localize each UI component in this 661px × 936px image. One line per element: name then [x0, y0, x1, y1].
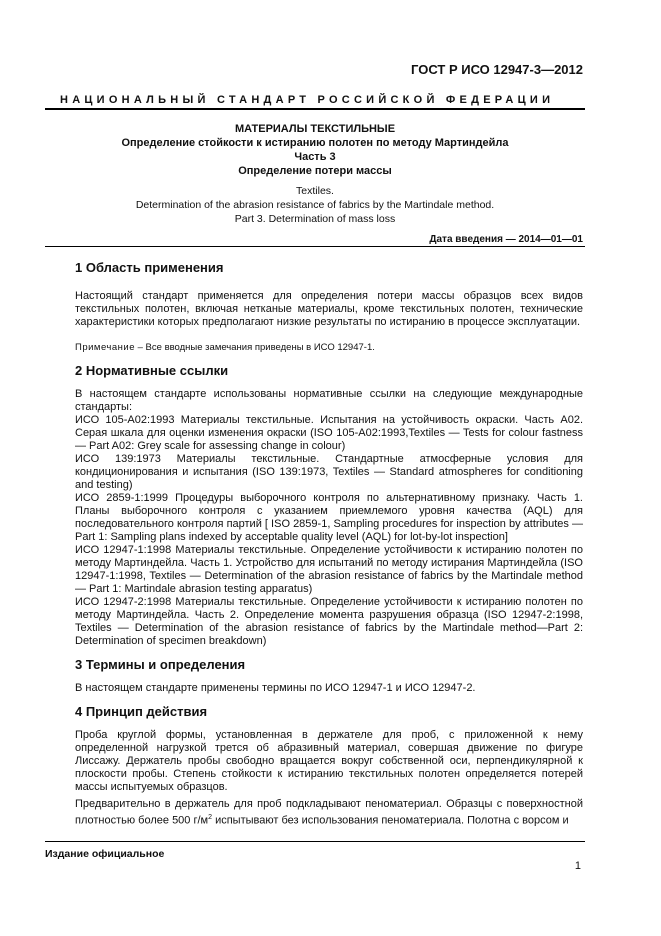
section-2-intro: В настоящем стандарте использованы нормативные ссылки на следующие международные стандарты: — [75, 388, 583, 413]
section-1-note — [75, 341, 583, 354]
title-en-line-1: Textiles. — [296, 185, 334, 197]
title-ru-line-1: МАТЕРИАЛЫ ТЕКСТИЛЬНЫЕ — [234, 123, 396, 135]
document-body — [75, 260, 583, 828]
title-ru-line-3: Часть 3 — [294, 151, 336, 163]
reference-iso-139: ИСО 139:1973 Материалы текстильные. Стандартные атмосферные условия для кондиционирования и испытания (ISO 139:1973, Textiles — Standard atmospheres for conditioning and testing) — [75, 453, 583, 491]
section-1-paragraph: Настоящий стандарт применяется для определения потери массы образцов всех видов текстильных полотен, включая нетканые материалы, кроме текстильных полотен, технические характеристики которых предполагают низкие результаты по истиранию в процессе эксплуатации. — [75, 290, 583, 328]
p2-part-b: испытывают без использования пеноматериала. Полотна с ворсом и — [212, 814, 569, 827]
official-edition-label: Издание официальное — [45, 848, 165, 860]
section-4-heading: 4 Принцип действия — [75, 704, 208, 719]
section-3-paragraph: В настоящем стандарте применены термины по ИСО 12947-1 и ИСО 12947-2. — [75, 682, 476, 694]
section-4-paragraph-1: Проба круглой формы, установленная в держателе для проб, с приложенной к нему определенной нагрузкой трется об абразивный материал, совершая движение по фигуре Лиссажу. Держатель пробы свободно вращается вокруг собственной оси, перпендикулярной к плоскости пробы. Степень стойкости к истиранию текстильных полотен определяется потерей массы испытуемых образцов. — [75, 729, 583, 793]
title-russian — [45, 122, 585, 178]
document-code: ГОСТ Р ИСО 12947-3—2012 — [411, 62, 583, 77]
section-4-paragraph-2 — [75, 798, 583, 828]
title-english — [45, 184, 585, 226]
p2-part-a: Предварительно в держатель для проб подкладывают пеноматериал. Образцы с поверхностной плотностью более 500 г/м — [75, 798, 583, 827]
title-ru-line-2: Определение стойкости к истиранию полотен по методу Мартиндейла — [121, 137, 509, 149]
note-label: Примечание — [75, 342, 135, 353]
p2-superscript: 2 — [208, 814, 213, 821]
footer-rule — [45, 841, 585, 842]
reference-iso-12947-1: ИСО 12947-1:1998 Материалы текстильные. Определение устойчивости к истиранию полотен по методу Мартиндейла. Часть 1. Устройство для испытаний по методу истирания Мартиндейла (ISO 12947-1:1998, Textiles — Determination of the abrasion resistance of fabrics by the Martindale method — Part 1: Martindale abrasion testing apparatus) — [75, 544, 583, 595]
note-text: – Все вводные замечания приведены в ИСО 12947-1. — [135, 342, 375, 353]
date-rule — [45, 246, 585, 247]
section-3-heading: 3 Термины и определения — [75, 657, 246, 672]
introduction-date: Дата введения — 2014—01—01 — [429, 234, 583, 245]
reference-iso-12947-2: ИСО 12947-2:1998 Материалы текстильные. Определение устойчивости к истиранию полотен по методу Мартиндейла. Часть 2. Определение момента разрушения образца (ISO 12947-2:1998, Textiles — Determination of the abrasion resistance of fabrics by the Martindale method—Part 2: Determination of specimen breakdown) — [75, 596, 583, 647]
title-ru-line-4: Определение потери массы — [238, 165, 392, 177]
title-en-line-3: Part 3. Determination of mass loss — [234, 213, 396, 225]
reference-iso-2859: ИСО 2859-1:1999 Процедуры выборочного контроля по альтернативному признаку. Часть 1. Планы выборочного контроля с указанием приемлемого уровня качества (AQL) для последовательного контроля партий [ ISO 2859-1, Sampling procedures for inspection by attributes — Part 1: Sampling plans indexed by acceptable quality level (AQL) for lot-by-lot inspection] — [75, 492, 583, 543]
page-number: 1 — [574, 860, 581, 872]
section-2-heading: 2 Нормативные ссылки — [75, 363, 229, 378]
header-rule — [45, 108, 585, 110]
title-en-line-2: Determination of the abrasion resistance of fabrics by the Martindale method. — [135, 199, 495, 211]
section-1-heading: 1 Область применения — [75, 260, 224, 275]
reference-iso-105: ИСО 105-A02:1993 Материалы текстильные. Испытания на устойчивость окраски. Часть A02. Серая шкала для оценки изменения окраски (ISO 105-A02:1993,Textiles — Tests for colour fastness — Part A02: Grey scale for assessing change in colour) — [75, 414, 583, 452]
standard-banner: НАЦИОНАЛЬНЫЙ СТАНДАРТ РОССИЙСКОЙ ФЕДЕРАЦИИ — [60, 94, 555, 106]
